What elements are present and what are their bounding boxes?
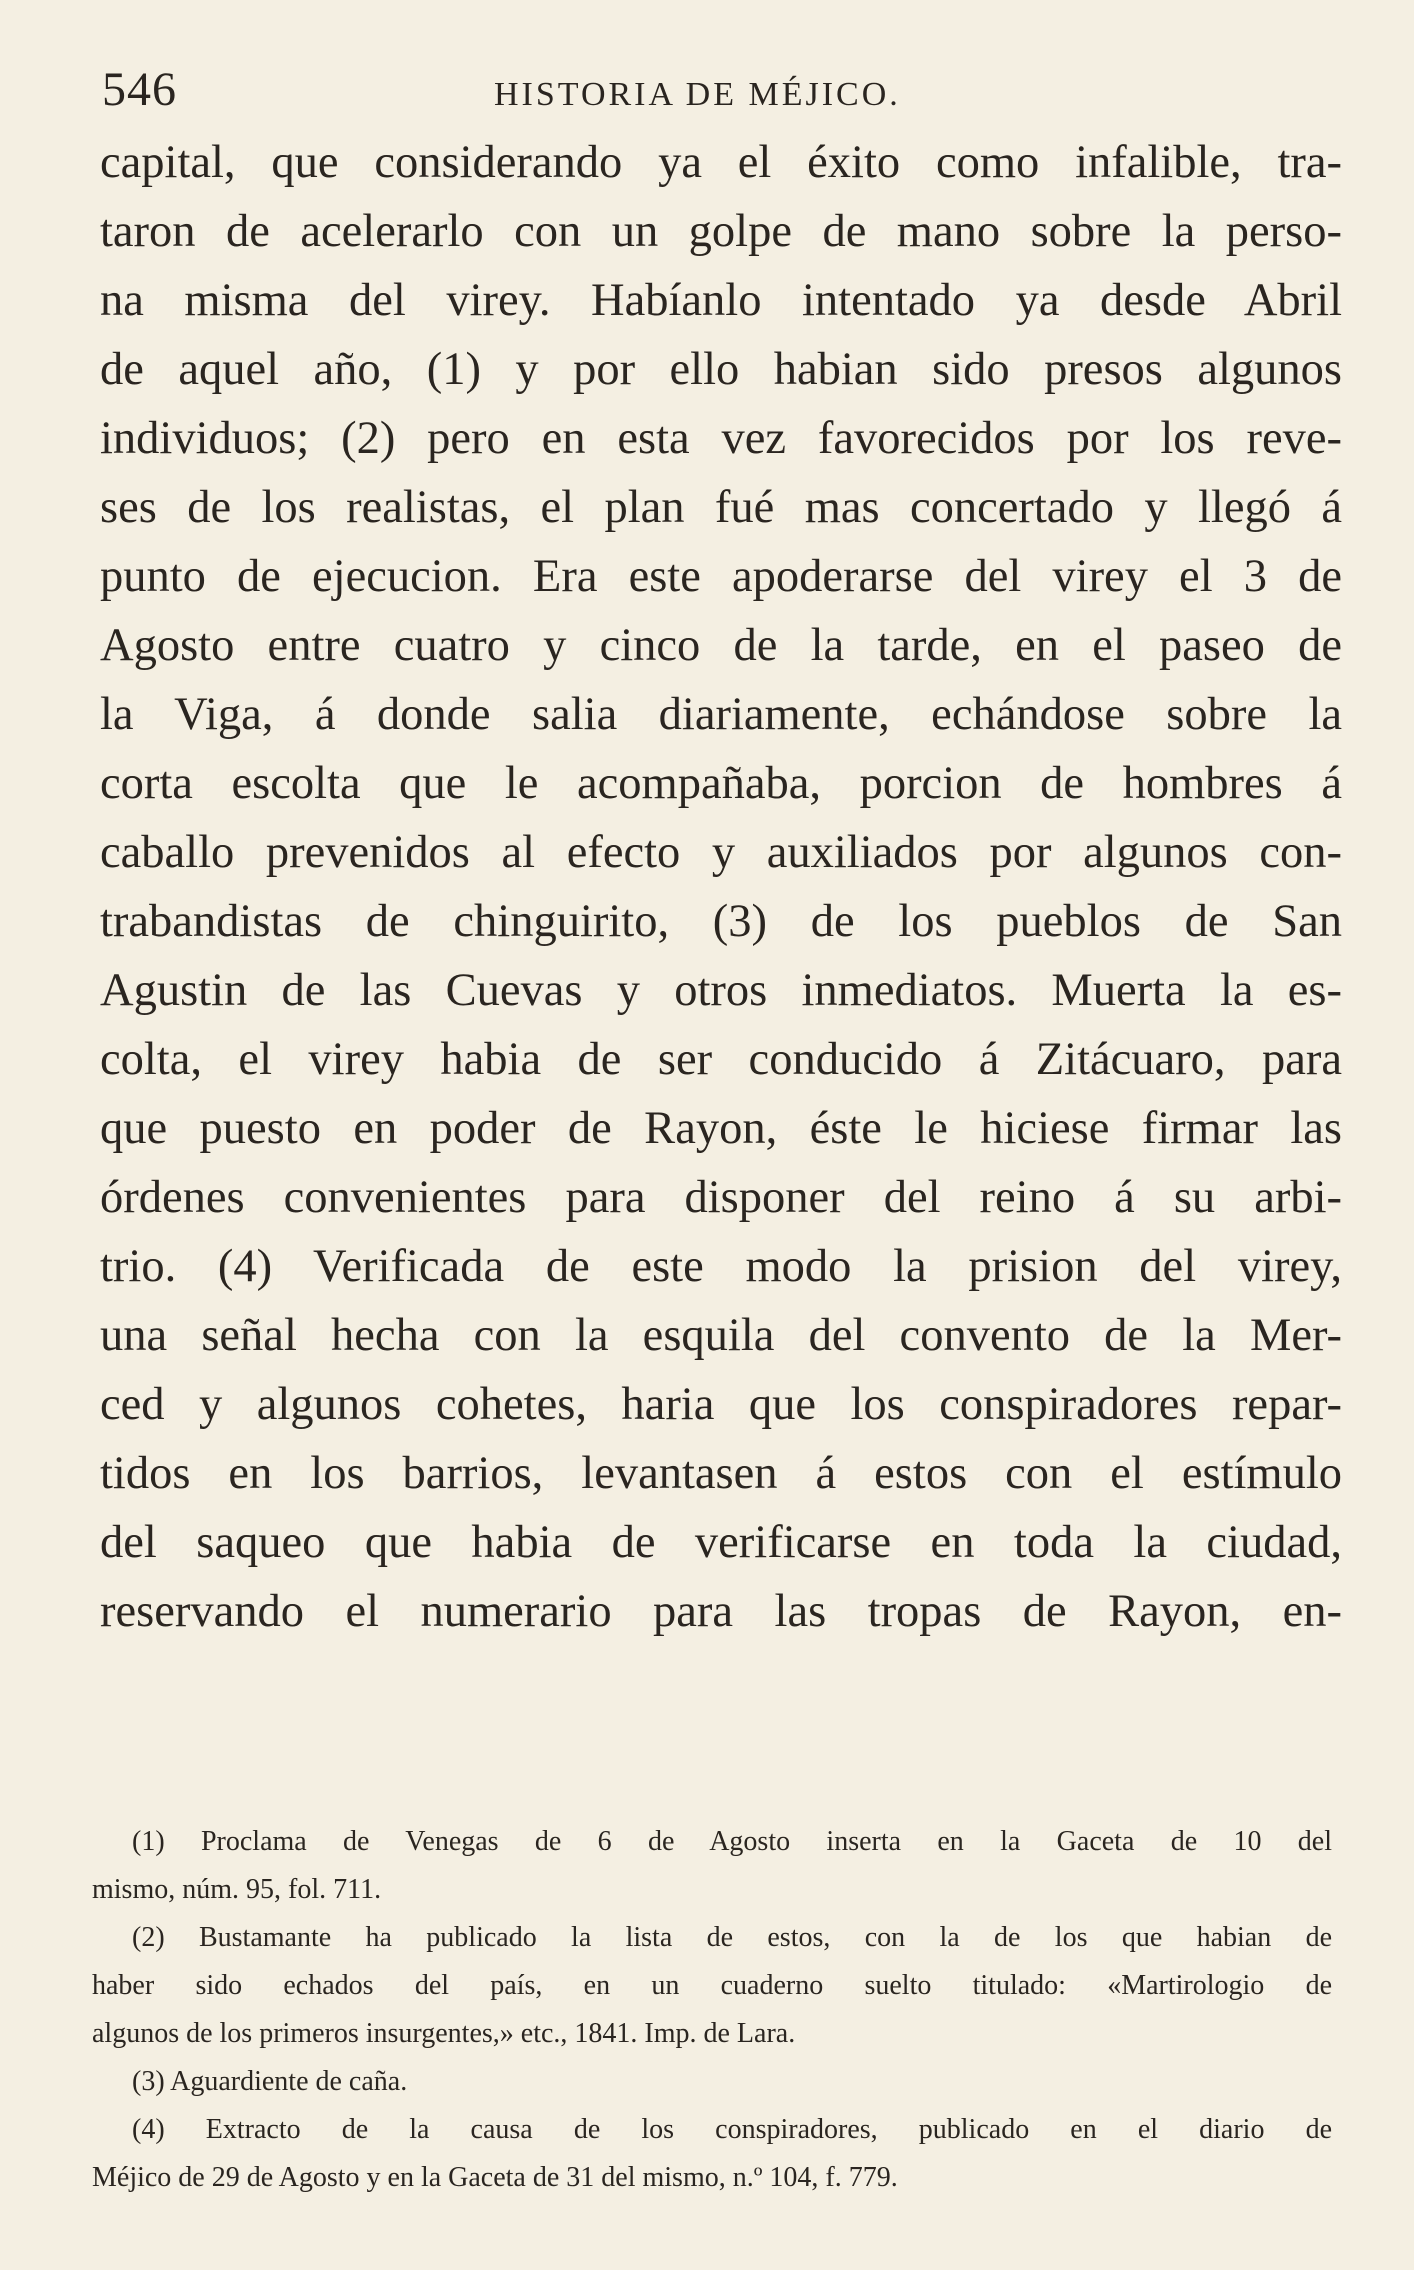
running-head: HISTORIA DE MÉJICO. <box>494 76 901 113</box>
body-line: Agustin de las Cuevas y otros inmediatos. Muerta la es- <box>100 965 1342 1016</box>
body-line: una señal hecha con la esquila del convento de la Mer- <box>100 1310 1342 1361</box>
footnote-line: mismo, núm. 95, fol. 711. <box>92 1874 382 1905</box>
page-header <box>102 62 1342 122</box>
body-line: Agosto entre cuatro y cinco de la tarde, en el paseo de <box>100 620 1342 671</box>
footnote-1 <box>92 1818 1332 1914</box>
body-line: individuos; (2) pero en esta vez favorecidos por los reve- <box>100 413 1342 464</box>
body-line: na misma del virey. Habíanlo intentado ya desde Abril <box>100 275 1342 326</box>
footnote-line: haber sido echados del país, en un cuaderno suelto titulado: «Martirologio de <box>92 1970 1332 2001</box>
body-line: ses de los realistas, el plan fué mas concertado y llegó á <box>100 482 1342 533</box>
footnote-line: (4) Extracto de la causa de los conspiradores, publicado en el diario de <box>132 2114 1332 2145</box>
body-line: la Viga, á donde salia diariamente, echándose sobre la <box>100 689 1342 740</box>
body-line: del saqueo que habia de verificarse en toda la ciudad, <box>100 1517 1342 1568</box>
body-line: tidos en los barrios, levantasen á estos con el estímulo <box>100 1448 1342 1499</box>
body-line: taron de acelerarlo con un golpe de mano sobre la perso- <box>100 206 1342 257</box>
body-line: trio. (4) Verificada de este modo la prision del virey, <box>100 1241 1342 1292</box>
footnote-4 <box>92 2106 1332 2202</box>
body-line: ced y algunos cohetes, haria que los conspiradores repar- <box>100 1379 1342 1430</box>
footnotes <box>92 1818 1332 2202</box>
body-line: caballo prevenidos al efecto y auxiliados por algunos con- <box>100 827 1342 878</box>
footnote-line: Méjico de 29 de Agosto y en la Gaceta de 31 del mismo, n.º 104, f. 779. <box>92 2162 898 2193</box>
body-line: colta, el virey habia de ser conducido á Zitácuaro, para <box>100 1034 1342 1085</box>
footnote-3 <box>92 2058 1332 2106</box>
body-line: que puesto en poder de Rayon, éste le hiciese firmar las <box>100 1103 1342 1154</box>
page-number: 546 <box>102 63 177 116</box>
body-line: trabandistas de chinguirito, (3) de los pueblos de San <box>100 896 1342 947</box>
body-line: corta escolta que le acompañaba, porcion de hombres á <box>100 758 1342 809</box>
body-text <box>100 128 1342 1646</box>
footnote-line: algunos de los primeros insurgentes,» etc., 1841. Imp. de Lara. <box>92 2018 796 2049</box>
footnote-line: (2) Bustamante ha publicado la lista de estos, con la de los que habian de <box>132 1922 1332 1953</box>
body-line: punto de ejecucion. Era este apoderarse del virey el 3 de <box>100 551 1342 602</box>
footnote-line: (3) Aguardiente de caña. <box>132 2066 408 2097</box>
body-line: capital, que considerando ya el éxito como infalible, tra- <box>100 137 1342 188</box>
footnote-2 <box>92 1914 1332 2058</box>
body-line: de aquel año, (1) y por ello habian sido presos algunos <box>100 344 1342 395</box>
footnote-line: (1) Proclama de Venegas de 6 de Agosto inserta en la Gaceta de 10 del <box>132 1826 1332 1857</box>
body-line: órdenes convenientes para disponer del reino á su arbi- <box>100 1172 1342 1223</box>
body-line: reservando el numerario para las tropas de Rayon, en- <box>100 1586 1342 1637</box>
